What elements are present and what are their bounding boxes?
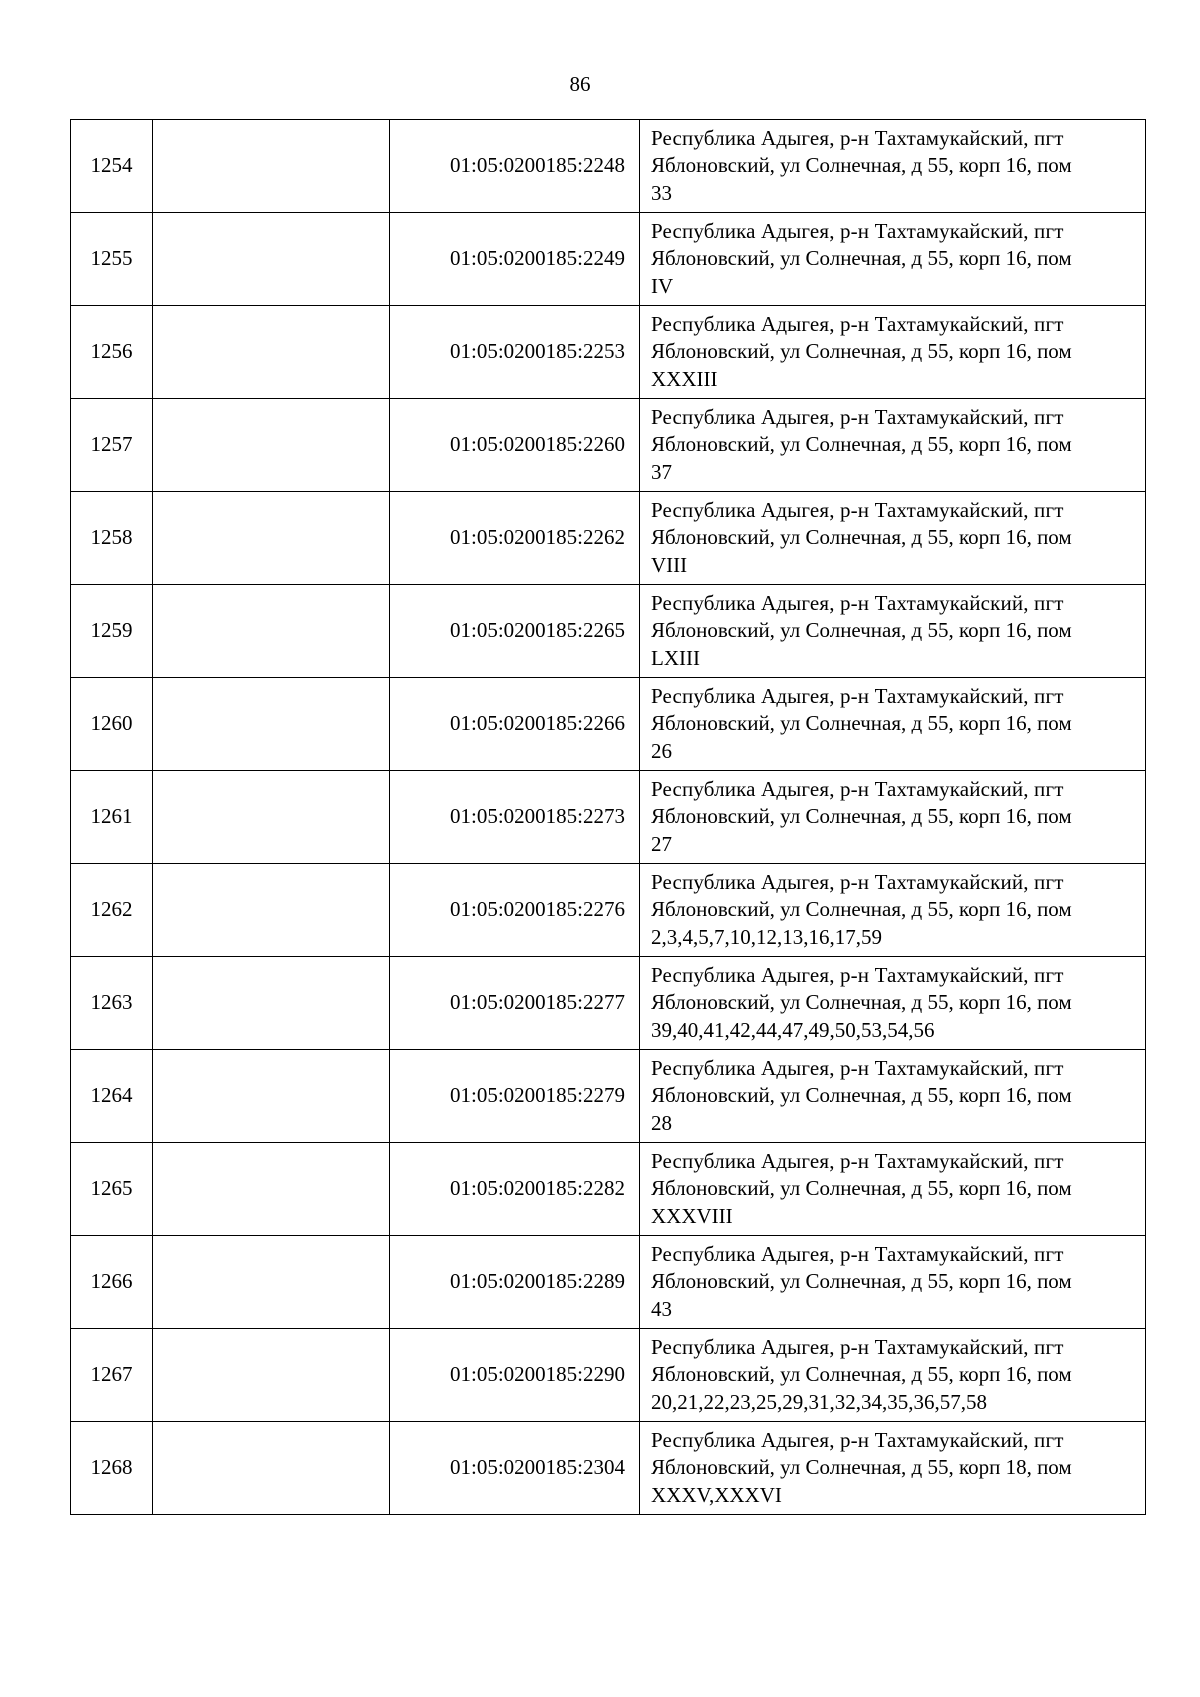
address-cell [640, 771, 1146, 864]
address-line: XXXIII [651, 366, 718, 391]
address-line: Яблоновский, ул Солнечная, д 55, корп 18, пом [651, 1455, 1072, 1480]
table-row [71, 1143, 1146, 1236]
address-line: Яблоновский, ул Солнечная, д 55, корп 16, пом [651, 246, 1072, 271]
owner-cell [153, 306, 390, 399]
address-line: Республика Адыгея, р-н Тахтамукайский, пгт [651, 218, 1064, 243]
owner-cell [153, 1329, 390, 1422]
cadastral-number-cell: 01:05:0200185:2273 [390, 771, 640, 864]
row-number-cell: 1259 [71, 585, 153, 678]
address-line: Яблоновский, ул Солнечная, д 55, корп 16, пом [651, 897, 1072, 922]
cadastral-number-cell: 01:05:0200185:2304 [390, 1422, 640, 1515]
cadastral-number-cell: 01:05:0200185:2265 [390, 585, 640, 678]
row-number-cell: 1262 [71, 864, 153, 957]
row-number-cell: 1268 [71, 1422, 153, 1515]
table-row [71, 585, 1146, 678]
address-line: Яблоновский, ул Солнечная, д 55, корп 16, пом [651, 339, 1072, 364]
owner-cell [153, 492, 390, 585]
address-cell [640, 864, 1146, 957]
cadastral-number-cell: 01:05:0200185:2262 [390, 492, 640, 585]
owner-cell [153, 399, 390, 492]
table-row [71, 306, 1146, 399]
row-number-cell: 1256 [71, 306, 153, 399]
address-line: Республика Адыгея, р-н Тахтамукайский, пгт [651, 1427, 1064, 1452]
owner-cell [153, 1422, 390, 1515]
address-line: Яблоновский, ул Солнечная, д 55, корп 16, пом [651, 1083, 1072, 1108]
cadastral-number-cell: 01:05:0200185:2248 [390, 120, 640, 213]
address-line: 28 [651, 1110, 672, 1135]
cadastral-number-cell: 01:05:0200185:2289 [390, 1236, 640, 1329]
address-line: VIII [651, 552, 688, 577]
address-line: 39,40,41,42,44,47,49,50,53,54,56 [651, 1017, 935, 1042]
table-row [71, 1050, 1146, 1143]
address-cell [640, 585, 1146, 678]
address-line: 43 [651, 1296, 672, 1321]
address-line: Яблоновский, ул Солнечная, д 55, корп 16, пом [651, 153, 1072, 178]
address-line: Республика Адыгея, р-н Тахтамукайский, пгт [651, 869, 1064, 894]
cadastral-number-cell: 01:05:0200185:2277 [390, 957, 640, 1050]
row-number-cell: 1264 [71, 1050, 153, 1143]
table-row [71, 771, 1146, 864]
cadastral-number-cell: 01:05:0200185:2266 [390, 678, 640, 771]
address-cell [640, 399, 1146, 492]
address-line: Яблоновский, ул Солнечная, д 55, корп 16, пом [651, 1362, 1072, 1387]
address-cell [640, 1050, 1146, 1143]
address-cell [640, 213, 1146, 306]
address-line: Республика Адыгея, р-н Тахтамукайский, пгт [651, 683, 1064, 708]
address-line: Яблоновский, ул Солнечная, д 55, корп 16, пом [651, 1269, 1072, 1294]
owner-cell [153, 585, 390, 678]
row-number-cell: 1254 [71, 120, 153, 213]
address-line: Республика Адыгея, р-н Тахтамукайский, пгт [651, 311, 1064, 336]
address-line: Яблоновский, ул Солнечная, д 55, корп 16, пом [651, 711, 1072, 736]
address-line: LXIII [651, 645, 700, 670]
address-line: Республика Адыгея, р-н Тахтамукайский, пгт [651, 497, 1064, 522]
cadastral-number-cell: 01:05:0200185:2279 [390, 1050, 640, 1143]
row-number-cell: 1263 [71, 957, 153, 1050]
address-line: Яблоновский, ул Солнечная, д 55, корп 16, пом [651, 990, 1072, 1015]
address-line: Республика Адыгея, р-н Тахтамукайский, пгт [651, 1241, 1064, 1266]
property-table-body [71, 120, 1146, 1515]
table-row [71, 864, 1146, 957]
table-row [71, 1236, 1146, 1329]
table-row [71, 1329, 1146, 1422]
address-cell [640, 678, 1146, 771]
cadastral-number-cell: 01:05:0200185:2276 [390, 864, 640, 957]
address-cell [640, 492, 1146, 585]
cadastral-number-cell: 01:05:0200185:2282 [390, 1143, 640, 1236]
property-table [70, 119, 1146, 1515]
cadastral-number-cell: 01:05:0200185:2290 [390, 1329, 640, 1422]
row-number-cell: 1258 [71, 492, 153, 585]
address-line: XXXV,XXXVI [651, 1482, 782, 1507]
row-number-cell: 1266 [71, 1236, 153, 1329]
address-line: Республика Адыгея, р-н Тахтамукайский, пгт [651, 1055, 1064, 1080]
address-line: XXXVIII [651, 1203, 733, 1228]
owner-cell [153, 678, 390, 771]
row-number-cell: 1265 [71, 1143, 153, 1236]
owner-cell [153, 120, 390, 213]
row-number-cell: 1267 [71, 1329, 153, 1422]
address-line: 33 [651, 180, 672, 205]
row-number-cell: 1257 [71, 399, 153, 492]
address-line: 37 [651, 459, 672, 484]
table-row [71, 399, 1146, 492]
cadastral-number-cell: 01:05:0200185:2249 [390, 213, 640, 306]
address-cell [640, 1329, 1146, 1422]
address-line: 20,21,22,23,25,29,31,32,34,35,36,57,58 [651, 1389, 987, 1414]
row-number-cell: 1260 [71, 678, 153, 771]
address-line: Республика Адыгея, р-н Тахтамукайский, пгт [651, 1334, 1064, 1359]
owner-cell [153, 1236, 390, 1329]
owner-cell [153, 957, 390, 1050]
address-cell [640, 306, 1146, 399]
address-line: 2,3,4,5,7,10,12,13,16,17,59 [651, 924, 882, 949]
table-row [71, 120, 1146, 213]
address-line: Яблоновский, ул Солнечная, д 55, корп 16, пом [651, 432, 1072, 457]
table-row [71, 213, 1146, 306]
address-cell [640, 120, 1146, 213]
address-line: Республика Адыгея, р-н Тахтамукайский, пгт [651, 776, 1064, 801]
owner-cell [153, 771, 390, 864]
table-row [71, 957, 1146, 1050]
table-row [71, 1422, 1146, 1515]
owner-cell [153, 1143, 390, 1236]
owner-cell [153, 213, 390, 306]
cadastral-number-cell: 01:05:0200185:2253 [390, 306, 640, 399]
address-line: Республика Адыгея, р-н Тахтамукайский, пгт [651, 962, 1064, 987]
address-line: 26 [651, 738, 672, 763]
page-number: 86 [569, 72, 591, 96]
row-number-cell: 1261 [71, 771, 153, 864]
address-cell [640, 1422, 1146, 1515]
row-number-cell: 1255 [71, 213, 153, 306]
address-line: IV [651, 273, 674, 298]
address-line: Яблоновский, ул Солнечная, д 55, корп 16, пом [651, 1176, 1072, 1201]
address-cell [640, 1236, 1146, 1329]
address-cell [640, 1143, 1146, 1236]
address-line: Республика Адыгея, р-н Тахтамукайский, пгт [651, 1148, 1064, 1173]
owner-cell [153, 864, 390, 957]
address-line: Республика Адыгея, р-н Тахтамукайский, пгт [651, 404, 1064, 429]
address-line: Республика Адыгея, р-н Тахтамукайский, пгт [651, 125, 1064, 150]
address-line: Яблоновский, ул Солнечная, д 55, корп 16, пом [651, 804, 1072, 829]
address-cell [640, 957, 1146, 1050]
address-line: Республика Адыгея, р-н Тахтамукайский, пгт [651, 590, 1064, 615]
address-line: Яблоновский, ул Солнечная, д 55, корп 16, пом [651, 525, 1072, 550]
address-line: 27 [651, 831, 672, 856]
owner-cell [153, 1050, 390, 1143]
cadastral-number-cell: 01:05:0200185:2260 [390, 399, 640, 492]
table-row [71, 678, 1146, 771]
address-line: Яблоновский, ул Солнечная, д 55, корп 16, пом [651, 618, 1072, 643]
table-row [71, 492, 1146, 585]
